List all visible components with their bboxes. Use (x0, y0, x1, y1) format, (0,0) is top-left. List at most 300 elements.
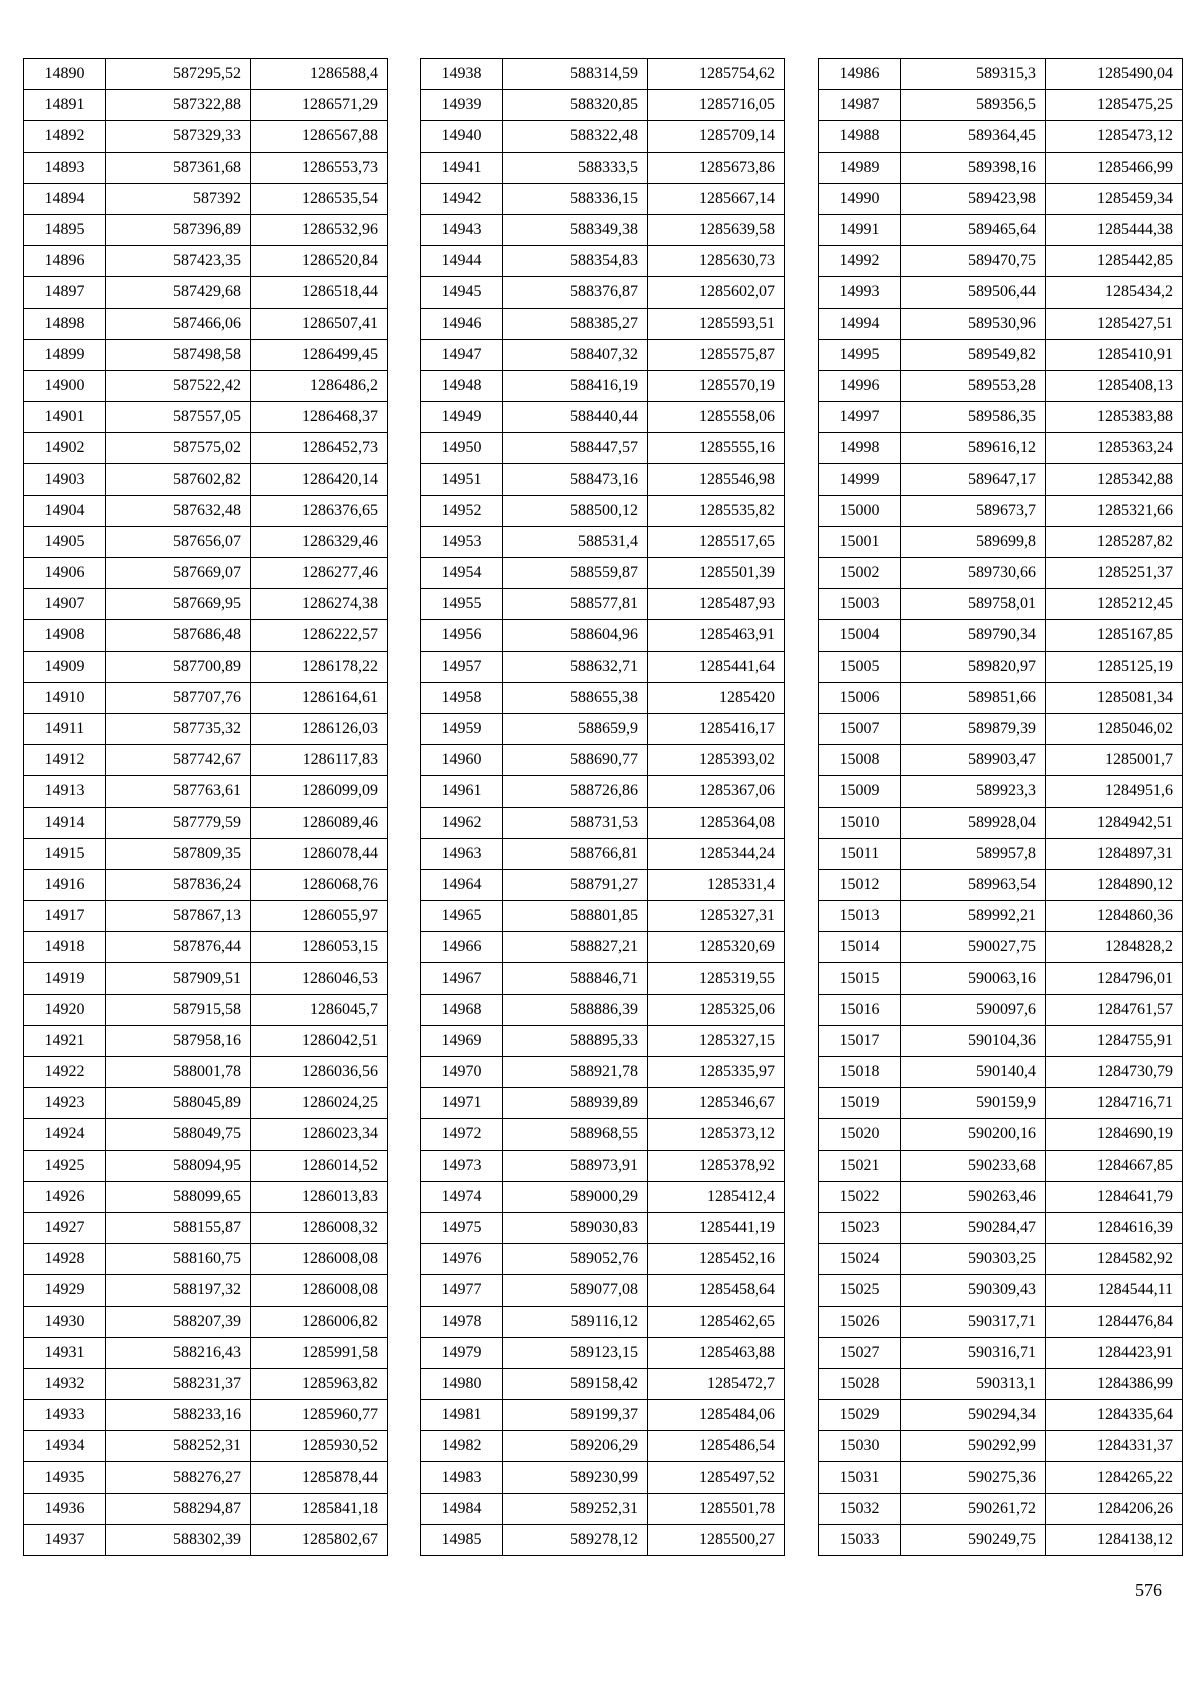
point-number-cell: 15025 (819, 1275, 901, 1306)
x-coordinate-cell: 587522,42 (106, 370, 251, 401)
x-coordinate-cell: 588376,87 (503, 277, 648, 308)
point-number-cell: 15024 (819, 1244, 901, 1275)
point-number-cell: 14917 (24, 901, 106, 932)
y-coordinate-cell: 1286376,65 (251, 495, 388, 526)
y-coordinate-cell: 1286329,46 (251, 526, 388, 557)
y-coordinate-cell: 1286117,83 (251, 745, 388, 776)
coordinates-table-1 (23, 58, 388, 1556)
x-coordinate-cell: 587707,76 (106, 682, 251, 713)
table-row (24, 1212, 388, 1243)
table-row (421, 90, 785, 121)
y-coordinate-cell: 1284616,39 (1046, 1212, 1183, 1243)
x-coordinate-cell: 590313,1 (901, 1368, 1046, 1399)
point-number-cell: 15016 (819, 994, 901, 1025)
table-row (421, 1368, 785, 1399)
table-row (421, 433, 785, 464)
table-row (421, 1119, 785, 1150)
point-number-cell: 14897 (24, 277, 106, 308)
y-coordinate-cell: 1284331,37 (1046, 1431, 1183, 1462)
point-number-cell: 14983 (421, 1462, 503, 1493)
table-row (819, 620, 1183, 651)
table-row (24, 901, 388, 932)
x-coordinate-cell: 589206,29 (503, 1431, 648, 1462)
y-coordinate-cell: 1285570,19 (648, 370, 785, 401)
point-number-cell: 14994 (819, 308, 901, 339)
point-number-cell: 14951 (421, 464, 503, 495)
x-coordinate-cell: 587763,61 (106, 776, 251, 807)
point-number-cell: 14935 (24, 1462, 106, 1493)
table-row (819, 121, 1183, 152)
x-coordinate-cell: 589199,37 (503, 1400, 648, 1431)
y-coordinate-cell: 1284690,19 (1046, 1119, 1183, 1150)
x-coordinate-cell: 588314,59 (503, 59, 648, 90)
point-number-cell: 14986 (819, 59, 901, 90)
y-coordinate-cell: 1284476,84 (1046, 1306, 1183, 1337)
point-number-cell: 14907 (24, 589, 106, 620)
point-number-cell: 14945 (421, 277, 503, 308)
x-coordinate-cell: 588045,89 (106, 1088, 251, 1119)
point-number-cell: 14910 (24, 682, 106, 713)
point-number-cell: 15021 (819, 1150, 901, 1181)
table-row (819, 682, 1183, 713)
point-number-cell: 14969 (421, 1025, 503, 1056)
x-coordinate-cell: 589730,66 (901, 558, 1046, 589)
point-number-cell: 14911 (24, 713, 106, 744)
table-row (24, 464, 388, 495)
table-row (819, 464, 1183, 495)
point-number-cell: 15026 (819, 1306, 901, 1337)
x-coordinate-cell: 589158,42 (503, 1368, 648, 1399)
table-row (819, 776, 1183, 807)
x-coordinate-cell: 587876,44 (106, 932, 251, 963)
table-row (24, 713, 388, 744)
x-coordinate-cell: 590249,75 (901, 1524, 1046, 1555)
table-row (819, 1088, 1183, 1119)
x-coordinate-cell: 589957,8 (901, 838, 1046, 869)
point-number-cell: 14992 (819, 246, 901, 277)
point-number-cell: 14949 (421, 402, 503, 433)
y-coordinate-cell: 1285517,65 (648, 526, 785, 557)
table-row (421, 1462, 785, 1493)
x-coordinate-cell: 588886,39 (503, 994, 648, 1025)
table-row (24, 776, 388, 807)
table-row (819, 1431, 1183, 1462)
x-coordinate-cell: 588336,15 (503, 183, 648, 214)
point-number-cell: 14957 (421, 651, 503, 682)
y-coordinate-cell: 1285327,15 (648, 1025, 785, 1056)
point-number-cell: 14972 (421, 1119, 503, 1150)
table-row (819, 1181, 1183, 1212)
point-number-cell: 14967 (421, 963, 503, 994)
y-coordinate-cell: 1285441,19 (648, 1212, 785, 1243)
y-coordinate-cell: 1286014,52 (251, 1150, 388, 1181)
y-coordinate-cell: 1285001,7 (1046, 745, 1183, 776)
x-coordinate-cell: 590309,43 (901, 1275, 1046, 1306)
point-number-cell: 15007 (819, 713, 901, 744)
point-number-cell: 14948 (421, 370, 503, 401)
y-coordinate-cell: 1284386,99 (1046, 1368, 1183, 1399)
x-coordinate-cell: 588531,4 (503, 526, 648, 557)
y-coordinate-cell: 1285500,27 (648, 1524, 785, 1555)
table-row (819, 1306, 1183, 1337)
table-row (819, 1337, 1183, 1368)
x-coordinate-cell: 588791,27 (503, 869, 648, 900)
table-row (819, 1493, 1183, 1524)
point-number-cell: 14989 (819, 152, 901, 183)
x-coordinate-cell: 589465,64 (901, 214, 1046, 245)
x-coordinate-cell: 588385,27 (503, 308, 648, 339)
x-coordinate-cell: 588473,16 (503, 464, 648, 495)
table-row (24, 370, 388, 401)
table-row (24, 589, 388, 620)
y-coordinate-cell: 1285363,24 (1046, 433, 1183, 464)
y-coordinate-cell: 1286567,88 (251, 121, 388, 152)
x-coordinate-cell: 590292,99 (901, 1431, 1046, 1462)
y-coordinate-cell: 1285602,07 (648, 277, 785, 308)
x-coordinate-cell: 589030,83 (503, 1212, 648, 1243)
y-coordinate-cell: 1284761,57 (1046, 994, 1183, 1025)
point-number-cell: 14984 (421, 1493, 503, 1524)
y-coordinate-cell: 1284796,01 (1046, 963, 1183, 994)
x-coordinate-cell: 589423,98 (901, 183, 1046, 214)
x-coordinate-cell: 588354,83 (503, 246, 648, 277)
point-number-cell: 14921 (24, 1025, 106, 1056)
y-coordinate-cell: 1285344,24 (648, 838, 785, 869)
point-number-cell: 15020 (819, 1119, 901, 1150)
x-coordinate-cell: 589278,12 (503, 1524, 648, 1555)
table-row (24, 807, 388, 838)
point-number-cell: 14906 (24, 558, 106, 589)
table-row (24, 1181, 388, 1212)
x-coordinate-cell: 589315,3 (901, 59, 1046, 90)
table-row (421, 214, 785, 245)
y-coordinate-cell: 1285364,08 (648, 807, 785, 838)
point-number-cell: 14903 (24, 464, 106, 495)
point-number-cell: 14936 (24, 1493, 106, 1524)
y-coordinate-cell: 1285408,13 (1046, 370, 1183, 401)
x-coordinate-cell: 589928,04 (901, 807, 1046, 838)
x-coordinate-cell: 589699,8 (901, 526, 1046, 557)
y-coordinate-cell: 1284755,91 (1046, 1025, 1183, 1056)
point-number-cell: 15006 (819, 682, 901, 713)
point-number-cell: 14964 (421, 869, 503, 900)
x-coordinate-cell: 587322,88 (106, 90, 251, 121)
table-row (421, 339, 785, 370)
x-coordinate-cell: 589903,47 (901, 745, 1046, 776)
x-coordinate-cell: 589553,28 (901, 370, 1046, 401)
table-row (24, 745, 388, 776)
point-number-cell: 14899 (24, 339, 106, 370)
table-row (819, 651, 1183, 682)
point-number-cell: 14965 (421, 901, 503, 932)
table-row (819, 1025, 1183, 1056)
table-row (421, 745, 785, 776)
table-row (24, 838, 388, 869)
point-number-cell: 14909 (24, 651, 106, 682)
y-coordinate-cell: 1285575,87 (648, 339, 785, 370)
x-coordinate-cell: 588846,71 (503, 963, 648, 994)
y-coordinate-cell: 1286222,57 (251, 620, 388, 651)
point-number-cell: 14905 (24, 526, 106, 557)
table-row (421, 713, 785, 744)
point-number-cell: 15023 (819, 1212, 901, 1243)
y-coordinate-cell: 1284860,36 (1046, 901, 1183, 932)
x-coordinate-cell: 588407,32 (503, 339, 648, 370)
y-coordinate-cell: 1285442,85 (1046, 246, 1183, 277)
table-row (24, 1119, 388, 1150)
point-number-cell: 14931 (24, 1337, 106, 1368)
x-coordinate-cell: 588099,65 (106, 1181, 251, 1212)
table-row (819, 1057, 1183, 1088)
point-number-cell: 14982 (421, 1431, 503, 1462)
table-row (421, 1306, 785, 1337)
table-row (819, 1462, 1183, 1493)
point-number-cell: 15011 (819, 838, 901, 869)
y-coordinate-cell: 1285212,45 (1046, 589, 1183, 620)
table-row (421, 464, 785, 495)
point-number-cell: 15003 (819, 589, 901, 620)
point-number-cell: 14892 (24, 121, 106, 152)
y-coordinate-cell: 1285878,44 (251, 1462, 388, 1493)
y-coordinate-cell: 1286532,96 (251, 214, 388, 245)
table-row (819, 495, 1183, 526)
x-coordinate-cell: 589923,3 (901, 776, 1046, 807)
y-coordinate-cell: 1285754,62 (648, 59, 785, 90)
y-coordinate-cell: 1286068,76 (251, 869, 388, 900)
x-coordinate-cell: 589364,45 (901, 121, 1046, 152)
table-row (819, 745, 1183, 776)
point-number-cell: 14947 (421, 339, 503, 370)
table-row (24, 1244, 388, 1275)
table-row (819, 807, 1183, 838)
x-coordinate-cell: 588968,55 (503, 1119, 648, 1150)
table-row (421, 1088, 785, 1119)
x-coordinate-cell: 587909,51 (106, 963, 251, 994)
point-number-cell: 15015 (819, 963, 901, 994)
y-coordinate-cell: 1285331,4 (648, 869, 785, 900)
point-number-cell: 14999 (819, 464, 901, 495)
table-row (24, 1275, 388, 1306)
y-coordinate-cell: 1284423,91 (1046, 1337, 1183, 1368)
y-coordinate-cell: 1286178,22 (251, 651, 388, 682)
point-number-cell: 14922 (24, 1057, 106, 1088)
table-row (421, 1150, 785, 1181)
table-row (24, 1150, 388, 1181)
y-coordinate-cell: 1284335,64 (1046, 1400, 1183, 1431)
y-coordinate-cell: 1286588,4 (251, 59, 388, 90)
table-row (819, 869, 1183, 900)
x-coordinate-cell: 589549,82 (901, 339, 1046, 370)
x-coordinate-cell: 588895,33 (503, 1025, 648, 1056)
y-coordinate-cell: 1285462,65 (648, 1306, 785, 1337)
table-row (421, 932, 785, 963)
table-row (421, 1400, 785, 1431)
table-row (421, 152, 785, 183)
y-coordinate-cell: 1285472,7 (648, 1368, 785, 1399)
x-coordinate-cell: 590284,47 (901, 1212, 1046, 1243)
table-row (421, 651, 785, 682)
y-coordinate-cell: 1285420 (648, 682, 785, 713)
x-coordinate-cell: 588659,9 (503, 713, 648, 744)
y-coordinate-cell: 1285593,51 (648, 308, 785, 339)
x-coordinate-cell: 590294,34 (901, 1400, 1046, 1431)
point-number-cell: 15017 (819, 1025, 901, 1056)
x-coordinate-cell: 588604,96 (503, 620, 648, 651)
point-number-cell: 14912 (24, 745, 106, 776)
table-row (421, 121, 785, 152)
table-row (421, 776, 785, 807)
y-coordinate-cell: 1285416,17 (648, 713, 785, 744)
table-row (421, 838, 785, 869)
y-coordinate-cell: 1285466,99 (1046, 152, 1183, 183)
table-row (24, 495, 388, 526)
y-coordinate-cell: 1285081,34 (1046, 682, 1183, 713)
x-coordinate-cell: 587295,52 (106, 59, 251, 90)
y-coordinate-cell: 1286468,37 (251, 402, 388, 433)
point-number-cell: 14942 (421, 183, 503, 214)
point-number-cell: 14928 (24, 1244, 106, 1275)
point-number-cell: 14940 (421, 121, 503, 152)
point-number-cell: 14896 (24, 246, 106, 277)
y-coordinate-cell: 1285463,91 (648, 620, 785, 651)
point-number-cell: 15031 (819, 1462, 901, 1493)
table-row (819, 1212, 1183, 1243)
point-number-cell: 14975 (421, 1212, 503, 1243)
y-coordinate-cell: 1285475,25 (1046, 90, 1183, 121)
point-number-cell: 14908 (24, 620, 106, 651)
y-coordinate-cell: 1285639,58 (648, 214, 785, 245)
coordinates-table-3 (818, 58, 1183, 1556)
y-coordinate-cell: 1285378,92 (648, 1150, 785, 1181)
x-coordinate-cell: 589963,54 (901, 869, 1046, 900)
point-number-cell: 14930 (24, 1306, 106, 1337)
y-coordinate-cell: 1286164,61 (251, 682, 388, 713)
point-number-cell: 14996 (819, 370, 901, 401)
x-coordinate-cell: 588827,21 (503, 932, 648, 963)
y-coordinate-cell: 1285991,58 (251, 1337, 388, 1368)
x-coordinate-cell: 588160,75 (106, 1244, 251, 1275)
point-number-cell: 15002 (819, 558, 901, 589)
point-number-cell: 15013 (819, 901, 901, 932)
y-coordinate-cell: 1284667,85 (1046, 1150, 1183, 1181)
y-coordinate-cell: 1285802,67 (251, 1524, 388, 1555)
y-coordinate-cell: 1285167,85 (1046, 620, 1183, 651)
table-row (24, 963, 388, 994)
page-number: 576 (1135, 1580, 1162, 1600)
point-number-cell: 14963 (421, 838, 503, 869)
x-coordinate-cell: 587575,02 (106, 433, 251, 464)
coordinates-table-2 (420, 58, 785, 1556)
point-number-cell: 14998 (819, 433, 901, 464)
table-row (819, 1400, 1183, 1431)
point-number-cell: 15028 (819, 1368, 901, 1399)
y-coordinate-cell: 1285487,93 (648, 589, 785, 620)
y-coordinate-cell: 1286013,83 (251, 1181, 388, 1212)
y-coordinate-cell: 1284942,51 (1046, 807, 1183, 838)
point-number-cell: 14898 (24, 308, 106, 339)
point-number-cell: 14946 (421, 308, 503, 339)
x-coordinate-cell: 588632,71 (503, 651, 648, 682)
x-coordinate-cell: 590097,6 (901, 994, 1046, 1025)
x-coordinate-cell: 588655,38 (503, 682, 648, 713)
x-coordinate-cell: 588155,87 (106, 1212, 251, 1243)
table-row (819, 932, 1183, 963)
table-row (421, 901, 785, 932)
x-coordinate-cell: 589616,12 (901, 433, 1046, 464)
table-row (24, 90, 388, 121)
table-row (24, 183, 388, 214)
table-row (819, 308, 1183, 339)
table-row (421, 620, 785, 651)
y-coordinate-cell: 1285325,06 (648, 994, 785, 1025)
y-coordinate-cell: 1285321,66 (1046, 495, 1183, 526)
table-row (819, 1244, 1183, 1275)
x-coordinate-cell: 588939,89 (503, 1088, 648, 1119)
y-coordinate-cell: 1285327,31 (648, 901, 785, 932)
table-row (24, 339, 388, 370)
y-coordinate-cell: 1285452,16 (648, 1244, 785, 1275)
x-coordinate-cell: 590200,16 (901, 1119, 1046, 1150)
table-row (24, 308, 388, 339)
x-coordinate-cell: 587557,05 (106, 402, 251, 433)
x-coordinate-cell: 588276,27 (106, 1462, 251, 1493)
y-coordinate-cell: 1285383,88 (1046, 402, 1183, 433)
point-number-cell: 15033 (819, 1524, 901, 1555)
table-row (421, 1057, 785, 1088)
x-coordinate-cell: 587429,68 (106, 277, 251, 308)
point-number-cell: 14894 (24, 183, 106, 214)
y-coordinate-cell: 1285251,37 (1046, 558, 1183, 589)
x-coordinate-cell: 588416,19 (503, 370, 648, 401)
point-number-cell: 14901 (24, 402, 106, 433)
table-row (421, 1181, 785, 1212)
point-number-cell: 14979 (421, 1337, 503, 1368)
table-row (819, 838, 1183, 869)
point-number-cell: 14960 (421, 745, 503, 776)
point-number-cell: 14904 (24, 495, 106, 526)
x-coordinate-cell: 588231,37 (106, 1368, 251, 1399)
table-row (421, 183, 785, 214)
y-coordinate-cell: 1285473,12 (1046, 121, 1183, 152)
point-number-cell: 14914 (24, 807, 106, 838)
y-coordinate-cell: 1286078,44 (251, 838, 388, 869)
x-coordinate-cell: 587396,89 (106, 214, 251, 245)
y-coordinate-cell: 1286518,44 (251, 277, 388, 308)
point-number-cell: 14923 (24, 1088, 106, 1119)
table-row (24, 59, 388, 90)
y-coordinate-cell: 1286499,45 (251, 339, 388, 370)
point-number-cell: 14978 (421, 1306, 503, 1337)
table-row (421, 558, 785, 589)
table-row (421, 59, 785, 90)
y-coordinate-cell: 1284265,22 (1046, 1462, 1183, 1493)
x-coordinate-cell: 588440,44 (503, 402, 648, 433)
point-number-cell: 14902 (24, 433, 106, 464)
table-row (24, 1368, 388, 1399)
point-number-cell: 14913 (24, 776, 106, 807)
point-number-cell: 14933 (24, 1400, 106, 1431)
y-coordinate-cell: 1285667,14 (648, 183, 785, 214)
table-row (24, 433, 388, 464)
y-coordinate-cell: 1285427,51 (1046, 308, 1183, 339)
point-number-cell: 14985 (421, 1524, 503, 1555)
x-coordinate-cell: 588577,81 (503, 589, 648, 620)
y-coordinate-cell: 1285373,12 (648, 1119, 785, 1150)
table-row (421, 277, 785, 308)
point-number-cell: 15018 (819, 1057, 901, 1088)
y-coordinate-cell: 1285673,86 (648, 152, 785, 183)
x-coordinate-cell: 588731,53 (503, 807, 648, 838)
